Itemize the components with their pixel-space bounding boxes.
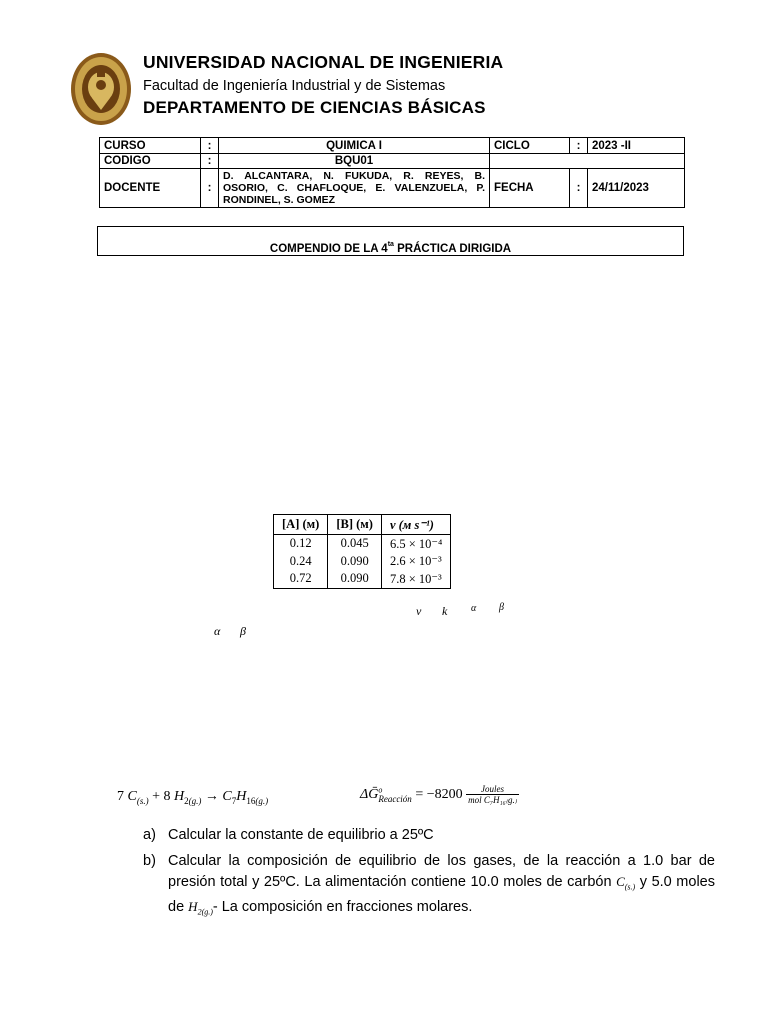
docente-line-2: OSORIO, C. CHAFLOQUE, E. VALENZUELA, P. — [223, 182, 485, 194]
fecha-label: FECHA — [490, 169, 570, 208]
list-item: a) Calcular la constante de equilibrio a 25ºC — [143, 827, 434, 843]
rate-cell: 6.5 × 10⁻⁴ — [381, 535, 450, 553]
rate-cell: 0.12 — [274, 535, 328, 553]
docente-label: DOCENTE — [100, 169, 201, 208]
rate-cell: 0.090 — [328, 570, 382, 588]
rate-header-b: [B] (м) — [328, 515, 382, 535]
symbol-k: k — [442, 604, 448, 618]
university-name: UNIVERSIDAD NACIONAL DE INGENIERIA — [143, 52, 504, 72]
docente-line-1: D. ALCANTARA, N. FUKUDA, R. REYES, B. — [223, 170, 485, 182]
department-name: DEPARTAMENTO DE CIENCIAS BÁSICAS — [143, 98, 486, 117]
symbol-alpha-2: α — [214, 624, 221, 638]
practice-title-box — [97, 226, 684, 256]
codigo-value: BQU01 — [219, 154, 490, 169]
fecha-value: 24/11/2023 — [588, 169, 685, 208]
practice-title: COMPENDIO DE LA $4^{ta}$ PRÁCTICA DIRIGIDA — [269, 241, 512, 255]
curso-value: QUIMICA I — [219, 138, 490, 154]
symbol-beta-2: β — [240, 624, 246, 638]
docente-value — [219, 169, 490, 208]
symbol-alpha-1: α — [471, 603, 477, 614]
ciclo-label: CICLO — [490, 138, 570, 154]
table-row — [274, 570, 451, 588]
symbol-beta-1: β — [499, 602, 504, 613]
docente-line-3: RONDINEL, S. GOMEZ — [223, 194, 336, 206]
rate-header-v: v (м s⁻¹) — [381, 515, 450, 535]
faculty-name: Facultad de Ingeniería Industrial y de Sistemas — [143, 78, 446, 94]
ciclo-colon: : — [570, 138, 588, 154]
docente-colon: : — [201, 169, 219, 208]
codigo-empty-cell — [490, 154, 685, 169]
rate-cell: 0.24 — [274, 553, 328, 571]
curso-label: CURSO — [100, 138, 201, 154]
rate-cell: 0.72 — [274, 570, 328, 588]
table-row — [274, 553, 451, 571]
rate-cell: 2.6 × 10⁻³ — [381, 553, 450, 571]
rate-cell: 0.090 — [328, 553, 382, 571]
gibbs-energy-equation: ΔḠ$^o_{Reacción}$ = −8200 $\frac{\text{Joules}}{\text{mol C₇H₁₆₍g.₎}}$ — [360, 784, 517, 805]
rate-cell: 7.8 × 10⁻³ — [381, 570, 450, 588]
rate-cell: 0.045 — [328, 535, 382, 553]
table-row — [274, 535, 451, 553]
codigo-label: CODIGO — [100, 154, 201, 169]
codigo-colon: : — [201, 154, 219, 169]
curso-colon: : — [201, 138, 219, 154]
rate-header-a: [A] (м) — [274, 515, 328, 535]
course-info-table — [99, 137, 685, 208]
ciclo-value: 2023 -II — [588, 138, 685, 154]
energy-unit-fraction: $\frac{\text{Joules}}{\text{mol C₇H₁₆₍g.₎}}$ — [468, 784, 517, 805]
reaction-equation: 7 $C_{(s.)} + 8$ $H_{2(g.)} \to C_7H_{16(g.)}$ — [117, 789, 269, 806]
university-seal-logo — [70, 52, 132, 126]
rate-data-table — [273, 514, 451, 589]
symbol-v: v — [416, 604, 422, 618]
list-item: b) Calcular la composición de equilibrio de los gases, de la reacción a 1.0 bar de presión total y 25ºC. La alimentación contiene 10.0 moles de carbón $C_{(s.)}$ y 5.0 moles de $H_{2(g.)}-$ La composición en fracciones molares. — [143, 853, 715, 917]
fecha-colon: : — [570, 169, 588, 208]
